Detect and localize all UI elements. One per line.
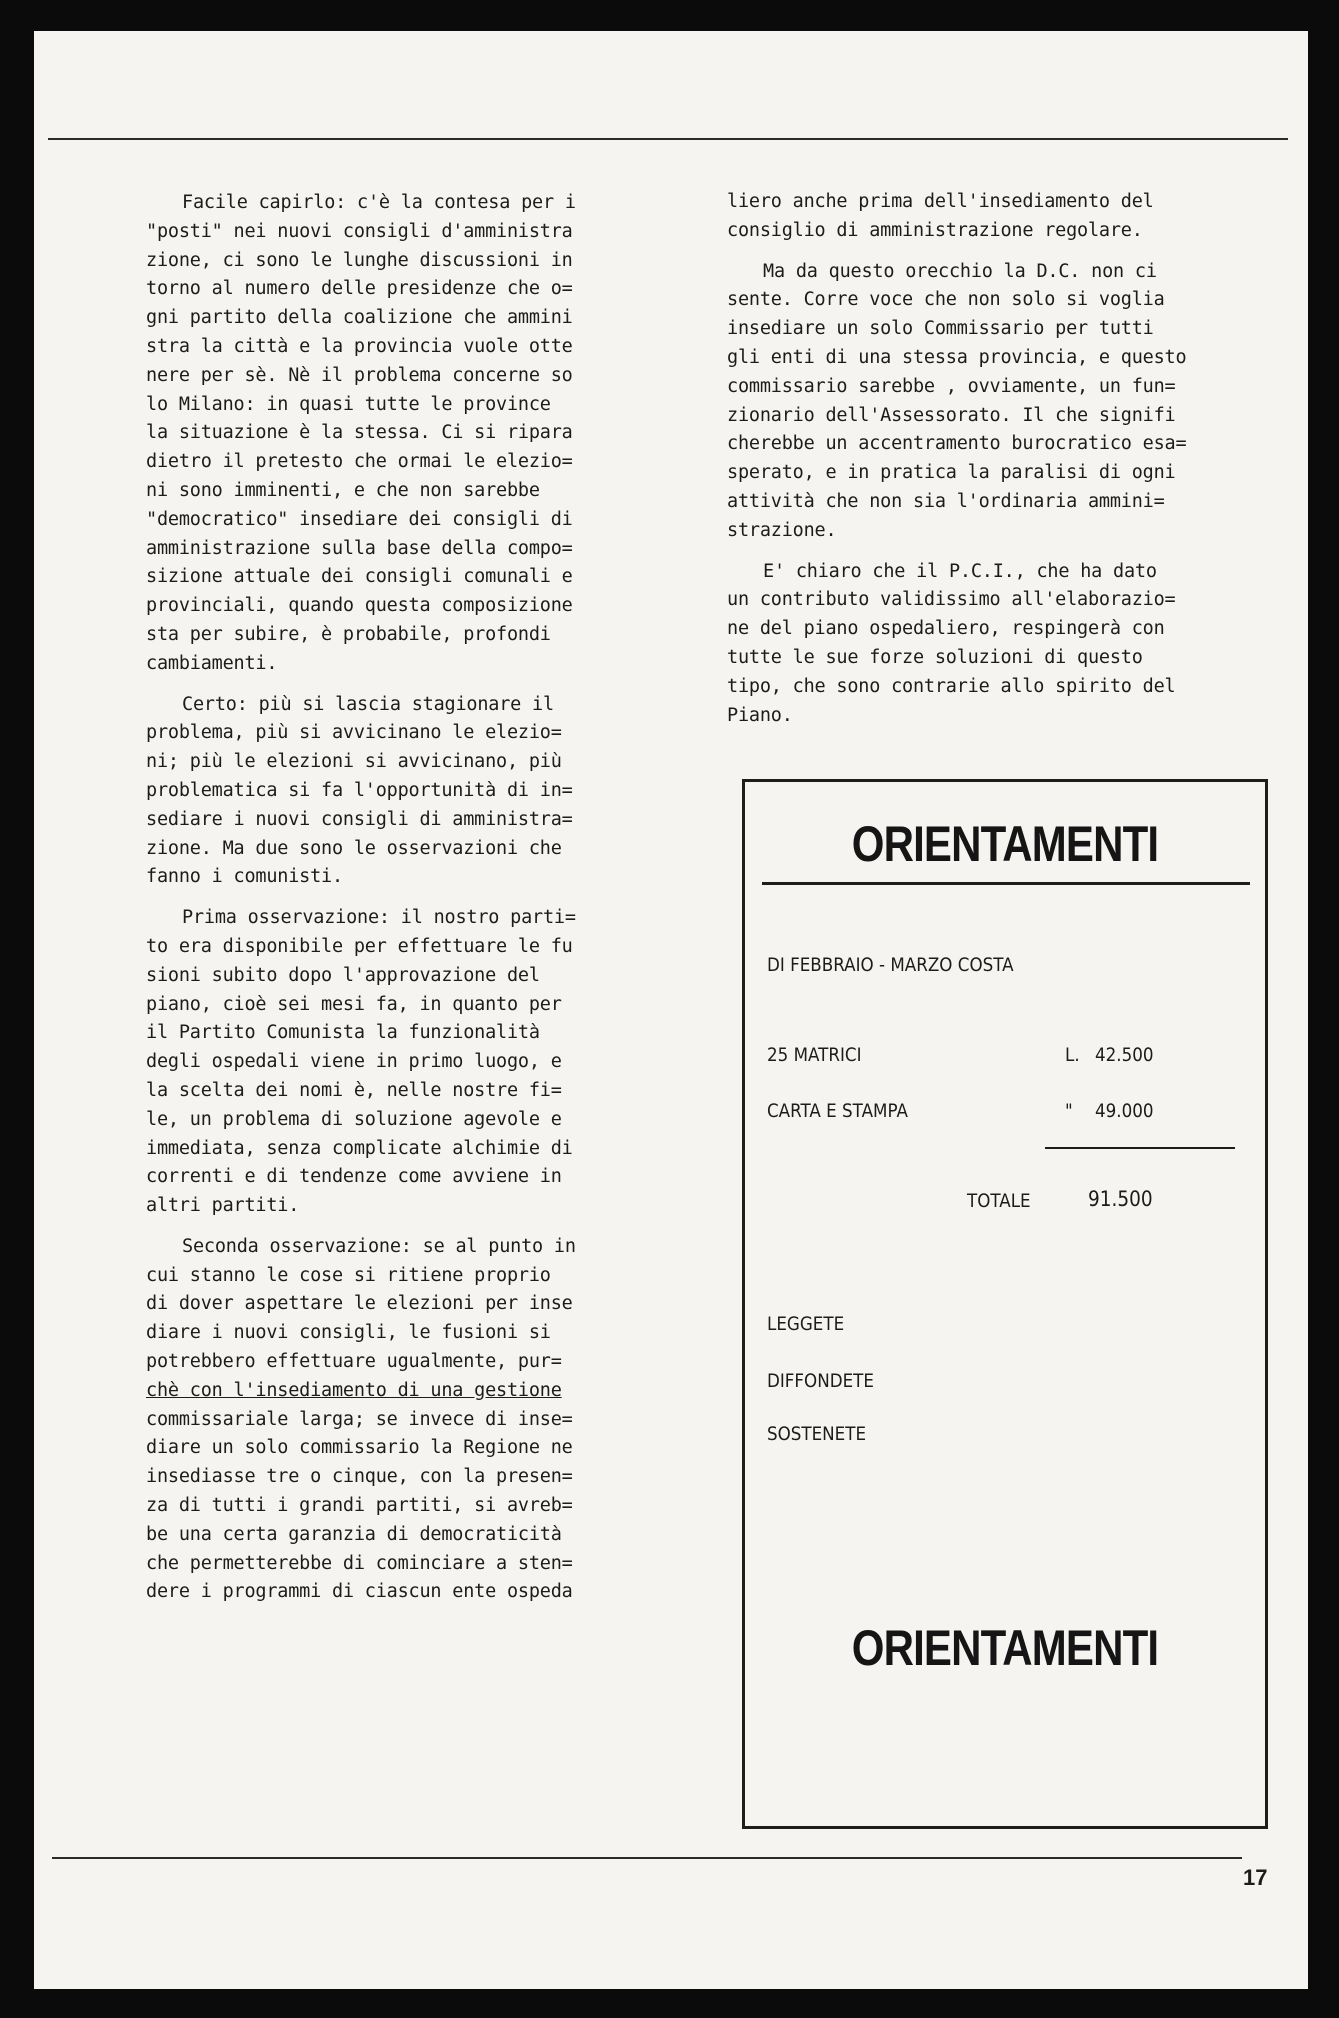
document-page — [34, 31, 1308, 1989]
text-line: fanno i comunisti. — [146, 866, 343, 888]
text-line: "democratico" insediare dei consigli di — [146, 508, 573, 530]
text-line: Prima osservazione: il nostro parti= — [182, 907, 576, 929]
text-line: cambiamenti. — [146, 652, 278, 674]
footer-rule — [52, 1857, 1242, 1859]
text-line: insediasse tre o cinque, con la presen= — [146, 1466, 573, 1488]
text-line: tipo, che sono contrarie allo spirito del — [727, 675, 1176, 697]
text-line: ni; più le elezioni si avvicinano, più — [146, 751, 562, 773]
text-line: degli ospedali viene in primo luogo, e — [146, 1051, 562, 1073]
text-line: attività che non sia l'ordinaria ammini= — [727, 490, 1165, 512]
text-line: Certo: più si lascia stagionare il — [182, 693, 554, 715]
text-line: zionario dell'Assessorato. Il che signifi — [727, 404, 1176, 426]
text-line: insediare un solo Commissario per tutti — [727, 318, 1154, 340]
text-line: zione. Ma due sono le osservazioni che — [146, 837, 562, 859]
text-line: la scelta dei nomi è, nelle nostre fi= — [146, 1079, 562, 1101]
text-line: torno al numero delle presidenze che o= — [146, 278, 573, 300]
cost-item-amount: 49.000 — [1095, 1100, 1154, 1122]
text-line: zione, ci sono le lunghe discussioni in — [146, 249, 573, 271]
orientamenti-advertisement — [742, 779, 1268, 1829]
total-amount: 91.500 — [1088, 1187, 1153, 1211]
text-line: be una certa garanzia di democraticità — [146, 1523, 562, 1545]
text-line: sediare i nuovi consigli di amministra= — [146, 808, 573, 830]
cost-item-amount: 42.500 — [1095, 1044, 1154, 1066]
text-line: lo Milano: in quasi tutte le province — [146, 393, 551, 415]
text-line: cui stanno le cose si ritiene proprio — [146, 1264, 551, 1286]
text-line: la situazione è la stessa. Ci si ripara — [146, 422, 573, 444]
ad-title-rule — [762, 882, 1250, 885]
text-line: nere per sè. Nè il problema concerne so — [146, 364, 573, 386]
call-to-action: SOSTENETE — [767, 1423, 867, 1445]
text-line: Seconda osservazione: se al punto in — [182, 1235, 576, 1257]
text-line: Facile capirlo: c'è la contesa per i — [182, 192, 576, 213]
paragraph — [727, 558, 1307, 731]
text-line: za di tutti i grandi partiti, si avreb= — [146, 1495, 573, 1517]
text-line: cherebbe un accentramento burocratico esa= — [727, 433, 1187, 455]
text-line: dietro il pretesto che ormai le elezio= — [146, 451, 573, 473]
text-line: potrebbero effettuare ugualmente, pur= — [146, 1351, 562, 1373]
text-line: le, un problema di soluzione agevole e — [146, 1108, 562, 1130]
text-line: di dover aspettare le elezioni per inse — [146, 1293, 573, 1315]
text-line: che permetterebbe di cominciare a sten= — [146, 1552, 573, 1574]
text-line: immediata, senza complicate alchimie di — [146, 1137, 573, 1159]
text-line: ne del piano ospedaliero, respingerà con — [727, 618, 1165, 640]
text-line: to era disponibile per effettuare le fu — [146, 935, 573, 957]
text-line: stra la città e la provincia vuole otte — [146, 335, 573, 357]
cost-item-currency: L. — [1065, 1044, 1080, 1066]
text-line: sizione attuale dei consigli comunali e — [146, 566, 573, 588]
total-label: TOTALE — [967, 1190, 1031, 1212]
text-line: sente. Corre voce che non solo si voglia — [727, 289, 1165, 311]
text-line: gli enti di una stessa provincia, e questo — [727, 346, 1187, 368]
text-line: altri partiti. — [146, 1195, 300, 1217]
text-line: tutte le sue forze soluzioni di questo — [727, 646, 1143, 668]
text-line: strazione. — [727, 519, 837, 541]
paragraph — [146, 1233, 706, 1607]
text-line: piano, cioè sei mesi fa, in quanto per — [146, 993, 562, 1015]
text-line: commissariale larga; se invece di inse= — [146, 1408, 573, 1430]
text-line: sperato, e in pratica la paralisi di ogni — [727, 462, 1176, 484]
text-line: diare un solo commissario la Regione ne — [146, 1437, 573, 1459]
ad-footer-title: ORIENTAMENTI — [851, 1620, 1159, 1676]
text-line: liero anche prima dell'insediamento del — [727, 191, 1154, 212]
cost-item-label: CARTA E STAMPA — [767, 1100, 908, 1122]
text-line: diare i nuovi consigli, le fusioni si — [146, 1322, 551, 1344]
left-column — [146, 189, 706, 1619]
text-line: sta per subire, è probabile, profondi — [146, 623, 551, 645]
text-line: dere i programmi di ciascun ente ospeda — [146, 1581, 573, 1603]
text-line: problematica si fa l'opportunità di in= — [146, 779, 573, 801]
call-to-action: DIFFONDETE — [767, 1370, 874, 1392]
text-line: sioni subito dopo l'approvazione del — [146, 964, 540, 986]
cost-item-label: 25 MATRICI — [767, 1044, 862, 1066]
text-line: ni sono imminenti, e che non sarebbe — [146, 479, 540, 501]
text-line: Ma da questo orecchio la D.C. non ci — [763, 260, 1157, 282]
text-line: il Partito Comunista la funzionalità — [146, 1022, 540, 1044]
paragraph — [146, 189, 706, 679]
text-line: provinciali, quando questa composizione — [146, 595, 573, 617]
text-line: consiglio di amministrazione regolare. — [727, 219, 1143, 241]
paragraph — [727, 258, 1307, 546]
paragraph — [146, 691, 706, 893]
text-line: problema, più si avvicinano le elezio= — [146, 722, 562, 744]
total-rule — [1045, 1147, 1235, 1149]
page-number: 17 — [1243, 1865, 1268, 1890]
text-line: un contributo validissimo all'elaborazio= — [727, 589, 1176, 611]
ad-title: ORIENTAMENTI — [851, 816, 1159, 872]
ad-issue-line: DI FEBBRAIO - MARZO COSTA — [767, 954, 1014, 976]
text-line: "posti" nei nuovi consigli d'amministra — [146, 220, 573, 242]
text-line: chè con l'insediamento di una gestione — [146, 1379, 562, 1401]
right-column — [727, 188, 1307, 742]
call-to-action: LEGGETE — [767, 1313, 845, 1335]
cost-item-currency: " — [1065, 1100, 1073, 1122]
paragraph — [727, 188, 1307, 246]
text-line: gni partito della coalizione che ammini — [146, 307, 573, 329]
text-line: commissario sarebbe , ovviamente, un fun= — [727, 375, 1176, 397]
paragraph — [146, 904, 706, 1221]
text-line: correnti e di tendenze come avviene in — [146, 1166, 562, 1188]
text-line: Piano. — [727, 704, 793, 726]
header-rule — [48, 138, 1288, 140]
text-line: E' chiaro che il P.C.I., che ha dato — [763, 560, 1157, 582]
text-line: amministrazione sulla base della compo= — [146, 537, 573, 559]
